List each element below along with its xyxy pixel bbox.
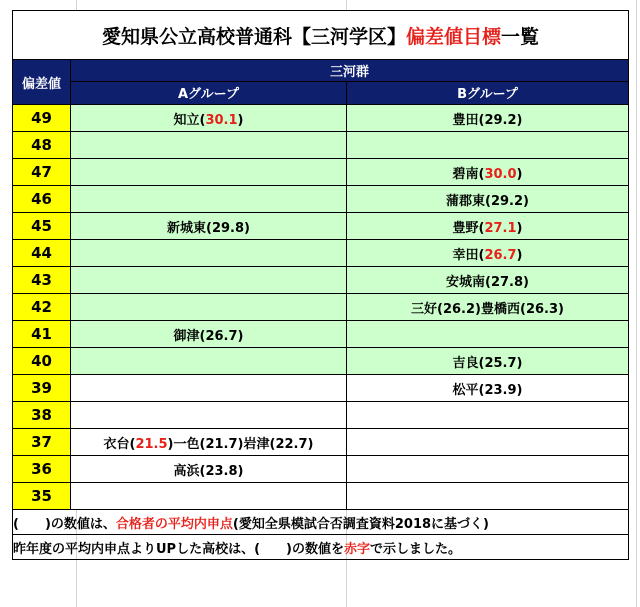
school-score: 21.7 bbox=[205, 436, 238, 452]
group-b-cell bbox=[347, 456, 629, 483]
school-score: 29.8 bbox=[211, 220, 245, 236]
paren-close: ) bbox=[516, 220, 523, 236]
title-suffix: 一覧 bbox=[501, 25, 540, 48]
deviation-value: 47 bbox=[13, 159, 71, 186]
table-row bbox=[13, 240, 629, 267]
deviation-value: 39 bbox=[13, 375, 71, 402]
group-a-cell bbox=[71, 159, 347, 186]
paren-close: ) bbox=[558, 301, 564, 317]
group-a-cell bbox=[71, 429, 347, 456]
paren-open: ( bbox=[478, 166, 485, 182]
group-b-cell bbox=[347, 267, 629, 294]
paren-open: ( bbox=[269, 436, 276, 452]
group-b-cell bbox=[347, 348, 629, 375]
paren-close: ) bbox=[167, 436, 174, 452]
deviation-value: 35 bbox=[13, 483, 71, 510]
school-name: 松平 bbox=[452, 382, 479, 398]
group-b-cell bbox=[347, 483, 629, 510]
group-b-cell bbox=[347, 429, 629, 456]
group-a-cell bbox=[71, 456, 347, 483]
region-header: 三河群 bbox=[71, 60, 629, 82]
table-row bbox=[13, 294, 629, 321]
deviation-value: 37 bbox=[13, 429, 71, 456]
group-b-cell bbox=[347, 375, 629, 402]
school-score: 30.0 bbox=[484, 166, 517, 182]
deviation-value: 40 bbox=[13, 348, 71, 375]
paren-open: ( bbox=[437, 301, 443, 317]
paren-close: ) bbox=[516, 166, 523, 182]
paren-close: ) bbox=[516, 355, 523, 371]
note2-red: 赤字 bbox=[343, 541, 370, 557]
table-row bbox=[13, 483, 629, 510]
group-a-cell bbox=[71, 213, 347, 240]
paren-open: ( bbox=[129, 436, 136, 452]
group-b-cell bbox=[347, 321, 629, 348]
paren-close: ) bbox=[516, 247, 523, 263]
paren-open: ( bbox=[206, 220, 212, 236]
group-a-cell bbox=[71, 294, 347, 321]
school-name: 豊野 bbox=[452, 220, 479, 236]
table-row bbox=[13, 375, 629, 402]
group-a-cell bbox=[71, 267, 347, 294]
paren-close: ) bbox=[244, 220, 250, 236]
deviation-value: 41 bbox=[13, 321, 71, 348]
deviation-value: 49 bbox=[13, 105, 71, 132]
school-name: 衣台 bbox=[103, 436, 130, 452]
table-row bbox=[13, 267, 629, 294]
paren-open: ( bbox=[478, 382, 485, 398]
school-name: 豊田 bbox=[452, 112, 479, 128]
group-a-cell bbox=[71, 348, 347, 375]
group-b-cell bbox=[347, 186, 629, 213]
group-a-cell bbox=[71, 375, 347, 402]
school-name: 吉良 bbox=[452, 355, 479, 371]
note1-pre: ( )の数値は、 bbox=[13, 516, 116, 532]
school-name: 高浜 bbox=[173, 463, 200, 479]
table-row bbox=[13, 105, 629, 132]
school-name: 三好 bbox=[411, 301, 438, 317]
school-name: 蒲郡東 bbox=[446, 193, 486, 209]
school-name: 知立 bbox=[173, 112, 200, 128]
group-a-cell bbox=[71, 402, 347, 429]
paren-close: ) bbox=[523, 193, 529, 209]
deviation-value: 43 bbox=[13, 267, 71, 294]
school-score: 27.1 bbox=[484, 220, 517, 236]
group-a-cell bbox=[71, 240, 347, 267]
paren-open: ( bbox=[478, 220, 485, 236]
page-title bbox=[13, 11, 629, 60]
school-score: 30.1 bbox=[205, 112, 238, 128]
table-row bbox=[13, 402, 629, 429]
group-b-cell bbox=[347, 105, 629, 132]
title-main: 愛知県公立高校普通科【三河学区】 bbox=[101, 25, 406, 48]
school-score: 29.2 bbox=[484, 112, 517, 128]
table-row bbox=[13, 186, 629, 213]
note2-post: で示しました。 bbox=[369, 541, 461, 557]
school-name: 安城南 bbox=[446, 274, 486, 290]
note2-pre: 昨年度の平均内申点よりUPした高校は、( )の数値を bbox=[13, 541, 344, 557]
paren-open: ( bbox=[478, 355, 485, 371]
school-name: 碧南 bbox=[452, 166, 479, 182]
group-a-cell bbox=[71, 483, 347, 510]
note-line-2 bbox=[13, 535, 629, 560]
paren-close: ) bbox=[475, 301, 481, 317]
group-b-cell bbox=[347, 294, 629, 321]
deviation-table bbox=[12, 10, 629, 560]
group-a-cell bbox=[71, 105, 347, 132]
group-b-cell bbox=[347, 402, 629, 429]
deviation-value: 42 bbox=[13, 294, 71, 321]
deviation-value: 45 bbox=[13, 213, 71, 240]
table-row bbox=[13, 159, 629, 186]
school-name: 幸田 bbox=[452, 247, 479, 263]
deviation-header: 偏差値 bbox=[13, 60, 71, 105]
paren-open: ( bbox=[485, 193, 491, 209]
group-a-cell bbox=[71, 186, 347, 213]
paren-close: ) bbox=[237, 328, 244, 344]
paren-open: ( bbox=[520, 301, 526, 317]
group-b-header: Bグループ bbox=[347, 81, 629, 104]
paren-open: ( bbox=[478, 247, 485, 263]
school-score: 22.7 bbox=[275, 436, 308, 452]
group-b-cell bbox=[347, 240, 629, 267]
deviation-value: 36 bbox=[13, 456, 71, 483]
paren-close: ) bbox=[237, 436, 244, 452]
deviation-value: 46 bbox=[13, 186, 71, 213]
group-a-cell bbox=[71, 132, 347, 159]
deviation-value: 48 bbox=[13, 132, 71, 159]
title-highlight: 偏差値目標 bbox=[405, 25, 501, 48]
school-score: 25.7 bbox=[484, 355, 517, 371]
table-row bbox=[13, 429, 629, 456]
deviation-value: 44 bbox=[13, 240, 71, 267]
school-score: 21.5 bbox=[135, 436, 168, 452]
school-score: 23.8 bbox=[205, 463, 238, 479]
school-score: 29.2 bbox=[490, 193, 524, 209]
rows-body bbox=[13, 105, 629, 510]
school-score: 26.7 bbox=[205, 328, 238, 344]
school-score: 23.9 bbox=[484, 382, 517, 398]
school-score: 26.3 bbox=[525, 301, 559, 317]
table-row bbox=[13, 456, 629, 483]
school-score: 26.2 bbox=[442, 301, 476, 317]
group-a-header: Aグループ bbox=[71, 81, 347, 104]
paren-open: ( bbox=[199, 112, 206, 128]
note1-red: 合格者の平均内申点 bbox=[115, 516, 233, 532]
paren-close: ) bbox=[523, 274, 529, 290]
note1-post: (愛知全県模試合否調査資料2018に基づく) bbox=[232, 516, 489, 532]
paren-close: ) bbox=[516, 382, 523, 398]
group-b-cell bbox=[347, 159, 629, 186]
paren-open: ( bbox=[199, 436, 206, 452]
table-row bbox=[13, 321, 629, 348]
group-a-cell bbox=[71, 321, 347, 348]
deviation-value: 38 bbox=[13, 402, 71, 429]
table-row bbox=[13, 132, 629, 159]
gridline bbox=[636, 0, 637, 607]
paren-open: ( bbox=[478, 112, 485, 128]
school-name: 一色 bbox=[173, 436, 200, 452]
group-b-cell bbox=[347, 132, 629, 159]
paren-close: ) bbox=[237, 112, 244, 128]
school-name: 御津 bbox=[173, 328, 200, 344]
school-name: 岩津 bbox=[243, 436, 270, 452]
paren-open: ( bbox=[199, 328, 206, 344]
school-name: 新城東 bbox=[167, 220, 207, 236]
school-score: 27.8 bbox=[490, 274, 524, 290]
school-name: 豊橋西 bbox=[481, 301, 521, 317]
paren-close: ) bbox=[516, 112, 523, 128]
paren-open: ( bbox=[199, 463, 206, 479]
group-b-cell bbox=[347, 213, 629, 240]
paren-open: ( bbox=[485, 274, 491, 290]
table-row bbox=[13, 213, 629, 240]
paren-close: ) bbox=[237, 463, 244, 479]
note-line-1 bbox=[13, 510, 629, 535]
table-row bbox=[13, 348, 629, 375]
school-score: 26.7 bbox=[484, 247, 517, 263]
paren-close: ) bbox=[307, 436, 314, 452]
